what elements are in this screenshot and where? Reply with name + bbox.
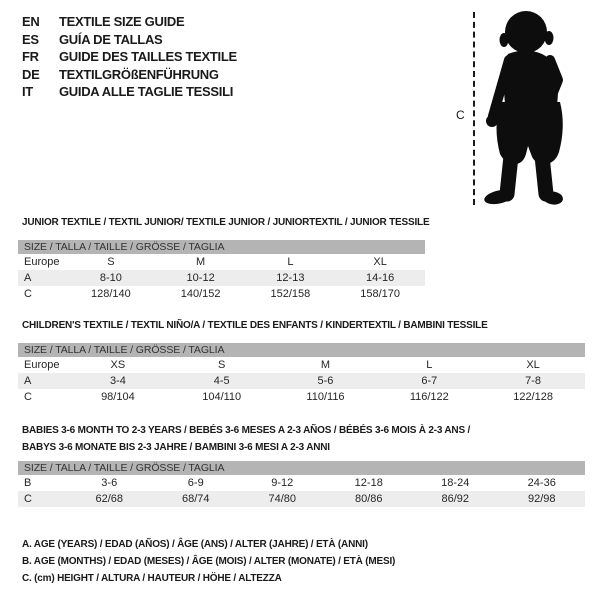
row-label: B <box>24 477 32 489</box>
language-row <box>22 31 237 49</box>
table-cell: 10-12 <box>186 272 215 284</box>
table-row <box>18 286 425 302</box>
children-section-heading: CHILDREN'S TEXTILE / TEXTIL NIÑO/A / TEXTILE DES ENFANTS / KINDERTEXTIL / BAMBINI TESSILE <box>22 320 488 331</box>
table-cell: 98/104 <box>101 391 135 403</box>
language-code: FR <box>22 49 39 65</box>
table-cell: 80/86 <box>354 493 383 505</box>
language-row <box>22 66 237 84</box>
junior-size-table <box>18 240 425 302</box>
babies-heading-line2: BABYS 3-6 MONATE BIS 2-3 JAHRE / BAMBINI 3-6 MESI A 2-3 ANNI <box>22 441 330 453</box>
footnote-c: C. (cm) HEIGHT / ALTURA / HAUTEUR / HÖHE / ALTEZZA <box>22 573 282 585</box>
footnote-a: A. AGE (YEARS) / EDAD (AÑOS) / ÂGE (ANS) / ALTER (JAHRE) / ETÀ (ANNI) <box>22 539 368 550</box>
table-cell: 5-6 <box>317 375 334 387</box>
size-header-bar: SIZE / TALLA / TAILLE / GRÖSSE / TAGLIA <box>18 240 425 254</box>
table-row <box>18 389 585 405</box>
row-label: A <box>24 375 32 387</box>
table-cell: 116/122 <box>409 391 449 403</box>
table-cell: 92/98 <box>527 493 556 505</box>
table-cell: 110/116 <box>306 391 345 403</box>
children-size-table <box>18 343 585 405</box>
language-row <box>22 83 237 101</box>
table-cell: 6-9 <box>187 477 204 489</box>
table-cell: XL <box>526 359 540 371</box>
babies-section-heading <box>22 423 470 456</box>
table-cell: 140/152 <box>180 288 221 300</box>
table-row <box>18 357 585 373</box>
babies-size-table <box>18 461 585 507</box>
table-cell: S <box>218 359 226 371</box>
row-label: Europe <box>24 359 60 371</box>
language-title: GUIDE DES TAILLES TEXTILE <box>59 49 237 65</box>
table-cell: 62/68 <box>95 493 124 505</box>
table-cell: XS <box>110 359 126 371</box>
table-cell: 74/80 <box>268 493 297 505</box>
language-code: DE <box>22 66 40 82</box>
table-row <box>18 270 425 286</box>
table-cell: 8-10 <box>99 272 122 284</box>
language-code: IT <box>22 84 33 100</box>
row-label: A <box>24 272 32 284</box>
table-cell: 68/74 <box>181 493 210 505</box>
language-row <box>22 13 237 31</box>
table-cell: 128/140 <box>90 288 131 300</box>
language-title: TEXTILGRÖßENFÜHRUNG <box>59 66 219 82</box>
table-cell: 12-13 <box>276 272 305 284</box>
table-cell: 152/158 <box>270 288 311 300</box>
row-label: C <box>24 493 32 505</box>
language-title: GUÍA DE TALLAS <box>59 31 163 47</box>
language-title: GUIDA ALLE TAGLIE TESSILI <box>59 84 234 100</box>
table-cell: 3-4 <box>109 375 126 387</box>
table-cell: S <box>107 256 115 268</box>
height-measure-label: C <box>456 108 465 122</box>
table-cell: 24-36 <box>527 477 556 489</box>
table-cell: 158/170 <box>360 288 400 300</box>
table-cell: 6-7 <box>421 375 438 387</box>
language-title: TEXTILE SIZE GUIDE <box>59 14 185 29</box>
row-label: Europe <box>24 256 60 268</box>
table-cell: 104/110 <box>202 391 242 403</box>
babies-heading-line1: BABIES 3-6 MONTH TO 2-3 YEARS / BEBÉS 3-6 MESES A 2-3 AÑOS / BÉBÉS 3-6 MOIS À 2-3 ANS / <box>22 425 471 436</box>
table-cell: 9-12 <box>271 477 294 489</box>
table-row <box>18 491 585 507</box>
row-label: C <box>24 288 32 300</box>
table-cell: 4-5 <box>213 375 230 387</box>
footnote-legend <box>22 536 395 588</box>
table-cell: 122/128 <box>513 391 553 403</box>
table-cell: L <box>426 359 433 371</box>
height-measure-line <box>473 12 475 205</box>
table-cell: M <box>320 359 331 371</box>
baby-silhouette <box>480 8 584 210</box>
footnote-b: B. AGE (MONTHS) / EDAD (MESES) / ÂGE (MOIS) / ALTER (MONATE) / ETÀ (MESI) <box>22 556 396 568</box>
table-cell: 12-18 <box>354 477 383 489</box>
size-header-bar: SIZE / TALLA / TAILLE / GRÖSSE / TAGLIA <box>18 461 585 475</box>
language-code: EN <box>22 14 40 29</box>
table-row <box>18 373 585 389</box>
language-code: ES <box>22 31 39 47</box>
table-cell: L <box>287 256 294 268</box>
table-cell: 86/92 <box>441 493 470 505</box>
table-cell: 3-6 <box>101 477 118 489</box>
junior-section-heading: JUNIOR TEXTILE / TEXTIL JUNIOR/ TEXTILE JUNIOR / JUNIORTEXTIL / JUNIOR TESSILE <box>22 217 430 228</box>
table-row <box>18 475 585 491</box>
table-cell: 18-24 <box>441 477 470 489</box>
table-cell: XL <box>373 256 387 268</box>
table-cell: M <box>196 256 206 268</box>
table-cell: 14-16 <box>366 272 395 284</box>
table-cell: 7-8 <box>525 375 542 387</box>
language-row <box>22 48 237 66</box>
table-row <box>18 254 425 270</box>
language-title-list <box>22 13 237 101</box>
row-label: C <box>24 391 32 403</box>
size-header-bar: SIZE / TALLA / TAILLE / GRÖSSE / TAGLIA <box>18 343 585 357</box>
